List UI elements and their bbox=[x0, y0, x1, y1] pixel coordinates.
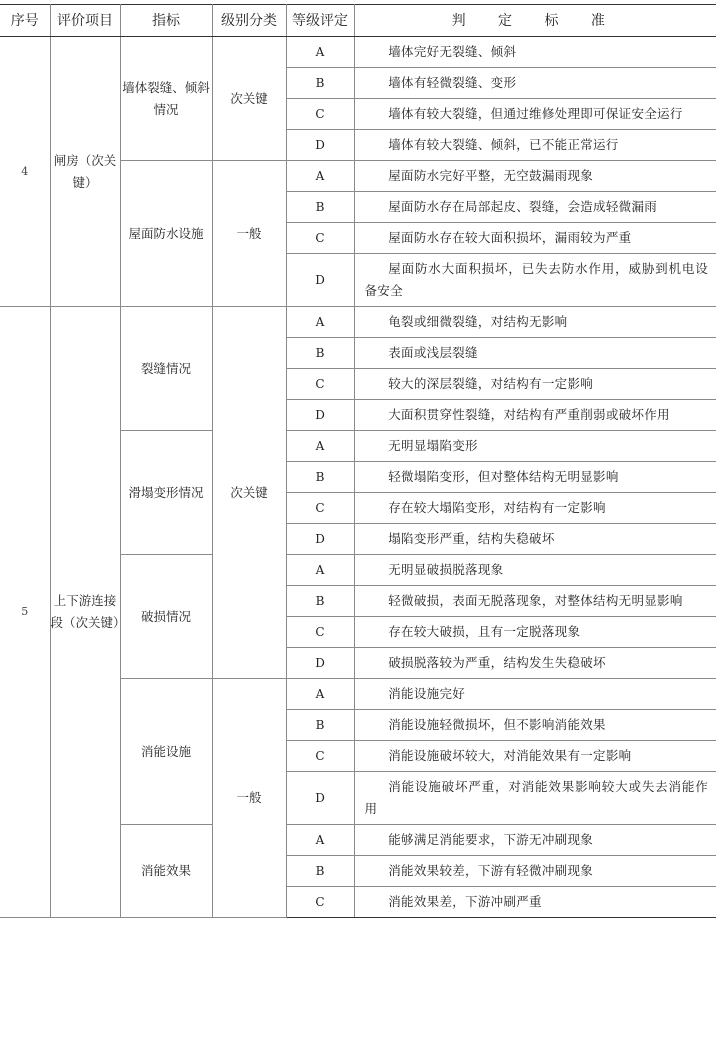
grade-letter: D bbox=[286, 524, 354, 555]
header-no: 序号 bbox=[0, 5, 50, 37]
criteria-text: 墙体有较大裂缝，但通过维修处理即可保证安全运行 bbox=[354, 99, 716, 130]
evaluation-item: 上下游连接段（次关键） bbox=[50, 307, 120, 918]
header-criteria: 判 定 标 准 bbox=[354, 5, 716, 37]
header-row bbox=[0, 5, 716, 37]
level-class: 次关键 bbox=[212, 307, 286, 679]
criteria-text: 轻微破损，表面无脱落现象，对整体结构无明显影响 bbox=[354, 586, 716, 617]
grade-letter: C bbox=[286, 887, 354, 918]
criteria-text: 存在较大塌陷变形，对结构有一定影响 bbox=[354, 493, 716, 524]
grade-letter: D bbox=[286, 772, 354, 825]
level-class: 次关键 bbox=[212, 37, 286, 161]
grade-letter: B bbox=[286, 586, 354, 617]
criteria-text: 墙体完好无裂缝、倾斜 bbox=[354, 37, 716, 68]
grade-letter: D bbox=[286, 648, 354, 679]
grade-letter: B bbox=[286, 856, 354, 887]
grade-letter: A bbox=[286, 431, 354, 462]
criteria-text: 轻微塌陷变形，但对整体结构无明显影响 bbox=[354, 462, 716, 493]
header-item: 评价项目 bbox=[50, 5, 120, 37]
row-number: 5 bbox=[0, 307, 50, 918]
criteria-text: 屋面防水完好平整，无空鼓漏雨现象 bbox=[354, 161, 716, 192]
grade-letter: B bbox=[286, 68, 354, 99]
grade-letter: A bbox=[286, 679, 354, 710]
criteria-text: 屋面防水存在局部起皮、裂缝，会造成轻微漏雨 bbox=[354, 192, 716, 223]
criteria-text: 屋面防水大面积损坏，已失去防水作用，威胁到机电设备安全 bbox=[354, 254, 716, 307]
table-row bbox=[0, 37, 716, 68]
grade-letter: A bbox=[286, 307, 354, 338]
criteria-text: 大面积贯穿性裂缝，对结构有严重削弱或破坏作用 bbox=[354, 400, 716, 431]
table-body bbox=[0, 37, 716, 918]
level-class: 一般 bbox=[212, 161, 286, 307]
indicator-name: 屋面防水设施 bbox=[120, 161, 212, 307]
grade-letter: B bbox=[286, 192, 354, 223]
criteria-text: 存在较大破损，且有一定脱落现象 bbox=[354, 617, 716, 648]
criteria-text: 屋面防水存在较大面积损坏，漏雨较为严重 bbox=[354, 223, 716, 254]
grade-letter: A bbox=[286, 555, 354, 586]
grade-letter: B bbox=[286, 338, 354, 369]
criteria-text: 塌陷变形严重，结构失稳破坏 bbox=[354, 524, 716, 555]
indicator-name: 墙体裂缝、倾斜情况 bbox=[120, 37, 212, 161]
indicator-name: 消能设施 bbox=[120, 679, 212, 825]
header-level: 级别分类 bbox=[212, 5, 286, 37]
criteria-text: 消能效果差，下游冲刷严重 bbox=[354, 887, 716, 918]
table-header bbox=[0, 5, 716, 37]
indicator-name: 消能效果 bbox=[120, 825, 212, 918]
grade-letter: A bbox=[286, 37, 354, 68]
grade-letter: A bbox=[286, 161, 354, 192]
criteria-text: 能够满足消能要求，下游无冲刷现象 bbox=[354, 825, 716, 856]
grade-letter: C bbox=[286, 223, 354, 254]
grade-letter: C bbox=[286, 99, 354, 130]
grade-letter: D bbox=[286, 254, 354, 307]
grade-letter: D bbox=[286, 130, 354, 161]
criteria-text: 墙体有轻微裂缝、变形 bbox=[354, 68, 716, 99]
criteria-text: 消能效果较差，下游有轻微冲刷现象 bbox=[354, 856, 716, 887]
row-number: 4 bbox=[0, 37, 50, 307]
grade-letter: D bbox=[286, 400, 354, 431]
indicator-name: 滑塌变形情况 bbox=[120, 431, 212, 555]
grade-letter: A bbox=[286, 825, 354, 856]
criteria-text: 消能设施破坏较大，对消能效果有一定影响 bbox=[354, 741, 716, 772]
criteria-text: 消能设施完好 bbox=[354, 679, 716, 710]
criteria-text: 无明显破损脱落现象 bbox=[354, 555, 716, 586]
grade-letter: B bbox=[286, 710, 354, 741]
header-grade: 等级评定 bbox=[286, 5, 354, 37]
criteria-text: 破损脱落较为严重，结构发生失稳破坏 bbox=[354, 648, 716, 679]
criteria-text: 无明显塌陷变形 bbox=[354, 431, 716, 462]
grade-letter: C bbox=[286, 617, 354, 648]
table-row bbox=[0, 307, 716, 338]
indicator-name: 裂缝情况 bbox=[120, 307, 212, 431]
criteria-text: 消能设施破坏严重，对消能效果影响较大或失去消能作用 bbox=[354, 772, 716, 825]
criteria-text: 较大的深层裂缝，对结构有一定影响 bbox=[354, 369, 716, 400]
header-indicator: 指标 bbox=[120, 5, 212, 37]
criteria-text: 消能设施轻微损坏，但不影响消能效果 bbox=[354, 710, 716, 741]
grade-letter: C bbox=[286, 741, 354, 772]
criteria-text: 表面或浅层裂缝 bbox=[354, 338, 716, 369]
evaluation-table bbox=[0, 4, 716, 918]
grade-letter: C bbox=[286, 493, 354, 524]
indicator-name: 破损情况 bbox=[120, 555, 212, 679]
criteria-text: 墙体有较大裂缝、倾斜，已不能正常运行 bbox=[354, 130, 716, 161]
grade-letter: C bbox=[286, 369, 354, 400]
level-class: 一般 bbox=[212, 679, 286, 918]
grade-letter: B bbox=[286, 462, 354, 493]
evaluation-item: 闸房（次关键） bbox=[50, 37, 120, 307]
criteria-text: 龟裂或细微裂缝，对结构无影响 bbox=[354, 307, 716, 338]
